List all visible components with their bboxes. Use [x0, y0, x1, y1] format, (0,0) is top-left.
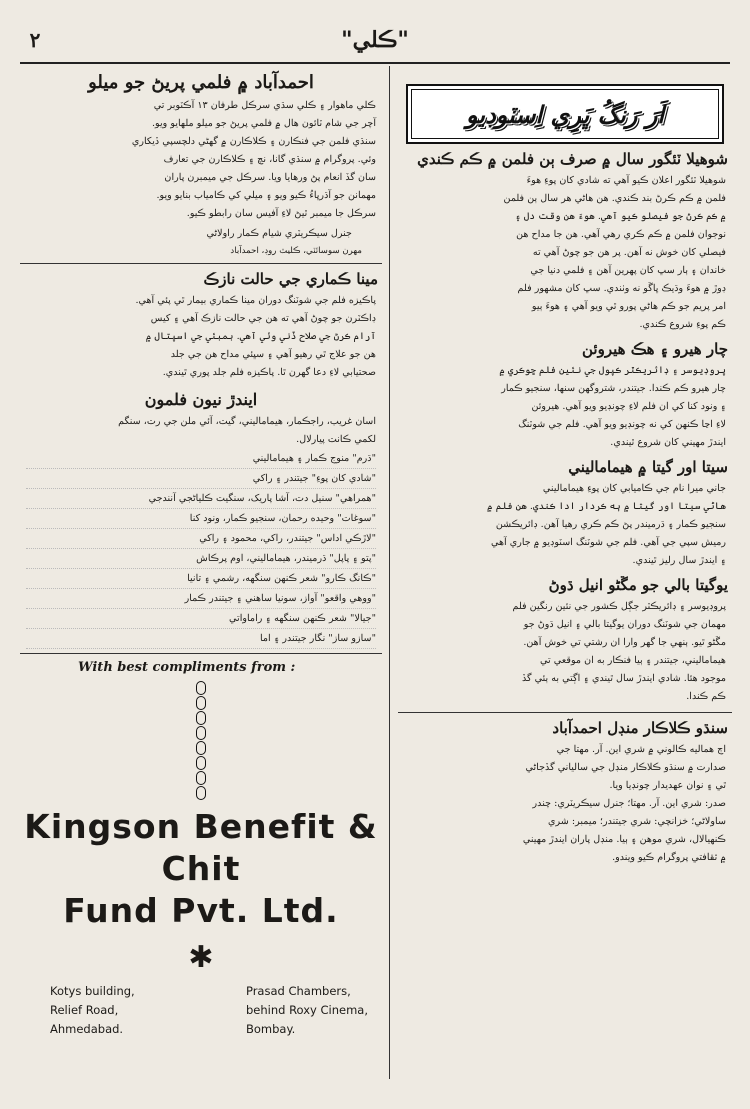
- story-yogeeta: [398, 576, 732, 713]
- left-column: [20, 66, 382, 1079]
- story-kalakar-mandal: [398, 719, 732, 867]
- address-ahmedabad: [50, 982, 135, 1039]
- text-line: هن جو علاج ٿي رهيو آهي ۽ سڀئي مداح هن جي جلد: [170, 349, 376, 360]
- ad-addresses: [20, 982, 382, 1039]
- text-line: هاڻي سيتا اور گيتا ۾ ٻه ڪردار ادا ڪندي. هن فلم ۾: [487, 501, 726, 512]
- signature: جنرل سيڪريٽري شيام ڪمار راولاڻي: [206, 228, 352, 239]
- text-line: ڊاڪٽرن جو چوڻ آهي ته هن جي حالت نازڪ آهي ۽ کيس: [150, 313, 376, 324]
- article-meena-kumari: [20, 270, 382, 382]
- ad-compliments: With best compliments from :: [78, 660, 296, 675]
- list-item: "ڪانگ ڪارو" شعر ڪنهن سنگهه، رشمي ۽ تانيا: [26, 569, 376, 589]
- text-line: سنڌي فلمن جي فنڪارن ۽ ڪلاڪارن ۾ گهڻي دلچسپي ڏيکاري: [131, 136, 376, 147]
- text-line: لاءِ اڃا ڪنهن کي نه چونڊيو ويو آهي. فلم جي شوٽنگ: [518, 419, 726, 430]
- address-line: behind Roxy Cinema,: [245, 1003, 368, 1017]
- text-line: جاني ميرا نام جي ڪاميابي کان پوءِ هيماماليني: [542, 483, 726, 494]
- text-line: صدر: شري اين. آر. مهتا؛ جنرل سيڪريٽري: چندر: [532, 798, 726, 809]
- article-film-fair: [20, 72, 382, 259]
- text-line: سنجيو ڪمار ۽ ڌرميندر پڻ ڪم ڪري رهيا آهن. ڊائريڪشن: [495, 519, 726, 530]
- text-line: صحتيابي لاءِ دعا گهرن ٿا. پاڪيزه فلم جلد پوري ٿيندي.: [162, 367, 376, 378]
- banner-title: اَرَ رَنگُ ڀَرِي اِسٽوڊيو: [466, 99, 664, 129]
- text-line: ٿي ۽ نوان عهديدار چونڊيا ويا.: [609, 780, 726, 791]
- text-line: پروڊيوسر ۽ ڊائريڪٽر جڳل ڪشور جي نئين رنگين فلم: [512, 601, 726, 612]
- text-line: پاڪيزه فلم جي شوٽنگ دوران مينا ڪماري بيمار ٿي پئي آهي.: [135, 295, 376, 306]
- list-item: "سوغات" وحيده رحمان، سنجيو ڪمار، ونود کنا: [26, 509, 376, 529]
- text-line: سرڪل جا ميمبر ٿيڻ لاءِ آفيس سان رابطو ڪيو.: [186, 208, 376, 219]
- article-upcoming-films: [20, 390, 382, 649]
- signature-address: مهرن سوسائٽي، ڪليٽ روڊ، احمدآباد: [230, 246, 362, 256]
- text-line: مهمانن جو آڌرڀاءُ ڪيو ويو ۽ ميلي کي ڪامياب بنايو ويو.: [156, 190, 376, 201]
- article-intro: [26, 413, 376, 449]
- text-line: آرام ڪرڻ جي صلاح ڏني وئي آهي. بمبئي جي اسپتال ۾: [145, 331, 376, 342]
- list-item: "شادي کان پوءِ" جيتندر ۽ راکي: [26, 469, 376, 489]
- story-heading: چار هيرو ۽ هڪ هيروئن: [582, 340, 728, 358]
- advertisement: [20, 660, 382, 1039]
- list-item: "سازو ساز" نگار جيتندر ۽ اما: [26, 629, 376, 649]
- company-line: Kingson Benefit & Chit: [24, 807, 378, 888]
- text-line: ايندڙ مهيني کان شروع ٿيندي.: [610, 437, 726, 448]
- text-line: ڪنهيالال، شري موهن ۽ ٻيا. منڊل پاران ايندڙ مهيني: [522, 834, 726, 845]
- story-heading: سنڌو ڪلاڪار منڊل احمدآباد: [552, 719, 728, 737]
- text-line: ڪلي ماهوار ۽ ڪلي سڌي سرڪل طرفان ١٣ آڪٽوبر تي: [153, 100, 376, 111]
- text-line: فيصلي کان خوش نه آهن. پر هن جو چوڻ آهي ته: [532, 247, 726, 258]
- text-line: اسان غريب، راجڪمار، هيماماليني، گيت، آئي ملن جي رت، سنگم: [118, 416, 376, 427]
- text-line: خاندان ۽ ٻار سڀ کان پهرين آهن ۽ فلمي دنيا جي: [530, 265, 726, 276]
- text-line: نوجوان فلمن ۾ ڪم ڪري رهي آهي. هن جا مداح هن: [516, 229, 726, 240]
- ad-company-name: [20, 806, 382, 932]
- story-heading: سيتا اور گيتا ۾ هيماماليني: [568, 458, 728, 476]
- text-line: اڄ هماليه ڪالوني ۾ شري اين. آر. مهتا جي: [556, 744, 726, 755]
- section-rule: [20, 263, 382, 264]
- list-item: "ووهي واقعو" آواز، سونيا ساهني ۽ جيتندر ڪمار: [26, 589, 376, 609]
- section-rule: [20, 653, 382, 654]
- list-item: "همراهي" سنيل دت، آشا پاريک، سنگيت ڪلياڻجي آنندجي: [26, 489, 376, 509]
- asterisk-icon: ✱: [188, 940, 214, 975]
- page-number: ٢: [29, 28, 41, 52]
- text-line: ڪم ڪندا.: [686, 691, 726, 702]
- article-heading: مينا ڪماري جي حالت نازڪ: [203, 270, 378, 288]
- text-line: ۽ ايندڙ سال رليز ٿيندي.: [632, 555, 726, 566]
- text-line: ساولاڻي؛ خزانچي: شري جيتندر؛ ميمبر: شري: [547, 816, 726, 827]
- film-list: [26, 449, 376, 649]
- chain-ornament-icon: [194, 681, 208, 800]
- story-body: [404, 172, 726, 334]
- text-line: صدارت ۾ سنڌو ڪلاڪار منڊل جي سالياني گڏجاڻي: [525, 762, 726, 773]
- address-line: Ahmedabad.: [50, 1022, 124, 1036]
- article-body: [26, 97, 376, 223]
- article-body: [26, 292, 376, 382]
- article-heading: ايندڙ نيون فلمون: [144, 390, 258, 409]
- story-sharmila: [398, 150, 732, 334]
- address-line: Prasad Chambers,: [245, 984, 351, 998]
- list-item: "ڌرم" منوج ڪمار ۽ هيماماليني: [26, 449, 376, 469]
- text-line: ۾ ڪم ڪرڻ جو فيصلو ڪيو آهي. هوءَ هن وقت دل ۽: [515, 211, 726, 222]
- text-line: امر پريم جو ڪم هاڻي پورو ٿي ويو آهي ۽ هوءَ ٻيو: [531, 301, 726, 312]
- text-line: سان گڏ انعام پڻ ورهايا ويا. سرڪل جي ميمبرن پاران: [164, 172, 376, 183]
- text-line: آچر جي شام ٽائون هال ۾ فلمي پريڻ جو ميلو ملهايو ويو.: [152, 118, 376, 129]
- publication-title: "ڪلي": [341, 27, 409, 53]
- text-line: مڱڻو ٿيو. ٻنهي جا گهر وارا ان رشتي تي خوش آهن.: [523, 637, 726, 648]
- address-line: Relief Road,: [50, 1003, 119, 1017]
- article-heading: احمدآباد ۾ فلمي پريڻ جو ميلو: [88, 72, 314, 93]
- masthead: [20, 18, 730, 64]
- text-line: چار هيرو ڪم ڪندا. جيتندر، شتروگهن سنها، سنجيو ڪمار: [501, 383, 726, 394]
- text-line: شوهيلا ٽئگور اعلان ڪيو آهي ته شادي کان پوءِ هوءَ: [526, 175, 726, 186]
- text-line: رميش سپي جي آهي. فلم جي شوٽنگ اسٽوڊيو ۾ جاري آهي: [490, 537, 726, 548]
- text-line: ڊوڙ ۾ هوءَ وڌيڪ ڀاڱو نه وٺندي. سڀ کان مشهور فلم: [517, 283, 726, 294]
- text-line: پروڊيوسر ۽ ڊائريڪٽر ڪپول جي نئين فلم ڇوڪري ۾: [499, 365, 726, 376]
- column-banner: [406, 84, 724, 144]
- address-line: Bombay.: [245, 1022, 296, 1036]
- right-column: [398, 66, 732, 1079]
- text-line: لکمي ڪانت پيارلال.: [296, 434, 376, 445]
- address-line: Kotys building,: [50, 984, 135, 998]
- text-line: ۾ ثقافتي پروگرام ڪيو ويندو.: [612, 852, 726, 863]
- column-divider: [389, 66, 390, 1079]
- story-body: [404, 362, 726, 452]
- list-item: "جيالا" شعر ڪنهن سنگهه ۽ راماواتي: [26, 609, 376, 629]
- story-seeta-geeta: [398, 458, 732, 570]
- list-item: "لاڙڪي اداس" جيتندر، راکي، محمود ۽ راکي: [26, 529, 376, 549]
- text-line: مهمان جي شوٽنگ دوران يوگيتا بالي ۽ انيل ڌوڻ جو: [523, 619, 726, 630]
- story-body: [404, 480, 726, 570]
- text-line: ڪم پوءِ شروع ڪندي.: [639, 319, 726, 330]
- story-body: [404, 598, 726, 706]
- text-line: هيماماليني، جيتندر ۽ ٻيا فنڪار به ان موقعي تي: [540, 655, 726, 666]
- text-line: ۽ ونود کنا کي ان فلم لاءِ چونڊيو ويو آهي. هيروئن: [531, 401, 726, 412]
- story-four-heroes: [398, 340, 732, 452]
- story-heading: يوگيتا بالي جو مڱڻو انيل ڌوڻ: [548, 576, 728, 594]
- list-item: "پتو ۽ پاپل" ڌرميندر، هيماماليني، اوم پرڪاش: [26, 549, 376, 569]
- text-line: فلمن ۾ ڪم ڪرڻ بند ڪندي. هن هاڻي هر سال ٻن فلمن: [503, 193, 726, 204]
- story-body: [404, 741, 726, 867]
- company-line: Fund Pvt. Ltd.: [63, 891, 339, 930]
- text-line: موجود هئا. شادي ايندڙ سال ٿيندي ۽ اڳتي به ٻئي گڏ: [522, 673, 726, 684]
- address-bombay: [246, 982, 368, 1039]
- text-line: وئي. پروگرام ۾ سنڌي گانا، نچ ۽ ڪلاڪارن جي تعارف: [163, 154, 376, 165]
- story-heading: شوهيلا ٽئگور سال ۾ صرف ٻن فلمن ۾ ڪم ڪندي: [417, 150, 728, 168]
